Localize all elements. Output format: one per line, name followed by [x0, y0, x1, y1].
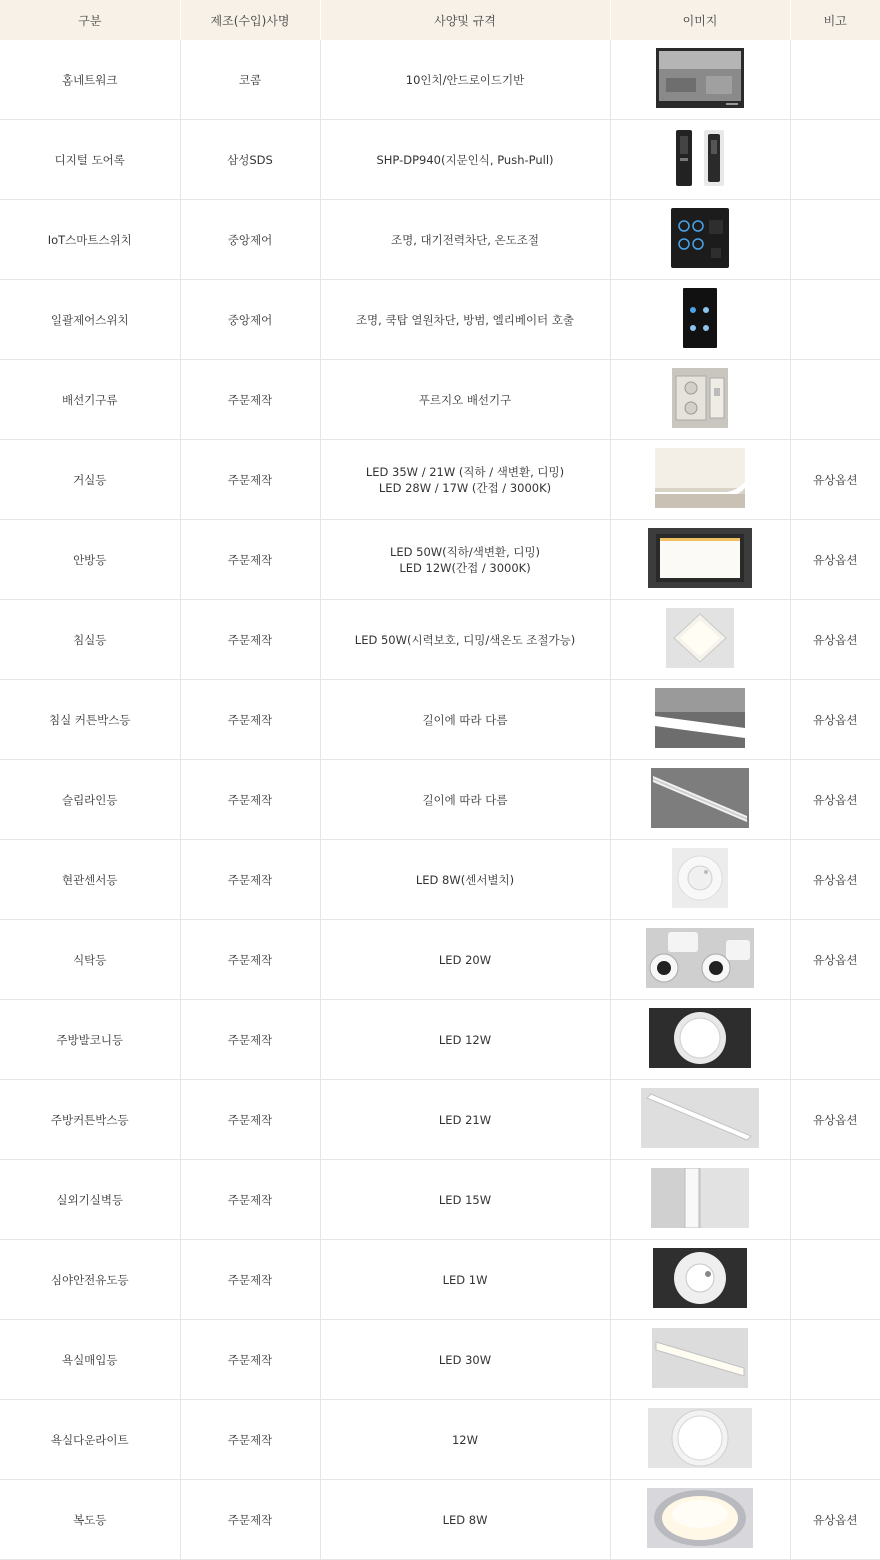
cell-category: 침실 커튼박스등 [0, 680, 180, 760]
spec-line: LED 8W(센서별치) [415, 872, 515, 887]
cell-image [610, 360, 790, 440]
cell-note [790, 40, 880, 120]
cell-spec [320, 920, 610, 1000]
cell-category: 주방발코니등 [0, 1000, 180, 1080]
cell-spec [320, 1400, 610, 1480]
cell-image [610, 1320, 790, 1400]
spec-line: LED 1W [442, 1272, 488, 1287]
home-network-panel-image [656, 48, 744, 112]
cell-image [610, 1080, 790, 1160]
cell-note: 유상옵션 [790, 760, 880, 840]
cell-category: 식탁등 [0, 920, 180, 1000]
cell-image [610, 1000, 790, 1080]
cell-category: 욕실매입등 [0, 1320, 180, 1400]
cell-category: 심야안전유도등 [0, 1240, 180, 1320]
kitchen-curtain-box-light-image [641, 1088, 759, 1152]
outdoor-unit-room-wall-light-image [651, 1168, 749, 1232]
cell-maker: 주문제작 [180, 760, 320, 840]
spec-line: LED 15W [438, 1192, 492, 1207]
cell-maker: 주문제작 [180, 1160, 320, 1240]
cell-category: IoT스마트스위치 [0, 200, 180, 280]
cell-image [610, 200, 790, 280]
bathroom-downlight-image [648, 1408, 752, 1472]
cell-category: 침실등 [0, 600, 180, 680]
cell-note [790, 360, 880, 440]
table-row [0, 1080, 880, 1160]
cell-category: 슬림라인등 [0, 760, 180, 840]
cell-image [610, 1160, 790, 1240]
cell-note [790, 280, 880, 360]
cell-category: 안방등 [0, 520, 180, 600]
table-row [0, 1160, 880, 1240]
bedroom-light-image [666, 608, 734, 672]
table-row [0, 1240, 880, 1320]
digital-door-lock-image [672, 128, 728, 192]
table-row [0, 760, 880, 840]
spec-line: LED 30W [438, 1352, 492, 1367]
cell-image [610, 280, 790, 360]
living-room-light-image [655, 448, 745, 512]
spec-line: 12W [451, 1432, 478, 1447]
cell-spec [320, 120, 610, 200]
cell-maker: 주문제작 [180, 1480, 320, 1560]
cell-spec [320, 1160, 610, 1240]
header-note: 비고 [790, 0, 880, 40]
cell-category: 욕실다운라이트 [0, 1400, 180, 1480]
spec-line: 조명, 쿡탑 열원차단, 방범, 엘리베이터 호출 [355, 312, 575, 327]
cell-category: 현관센서등 [0, 840, 180, 920]
cell-image [610, 440, 790, 520]
table-row [0, 1320, 880, 1400]
cell-image [610, 1400, 790, 1480]
cell-maker: 중앙제어 [180, 200, 320, 280]
cell-note: 유상옵션 [790, 840, 880, 920]
cell-maker: 주문제작 [180, 440, 320, 520]
spec-line: SHP-DP940(지문인식, Push-Pull) [376, 152, 554, 167]
table-row [0, 1400, 880, 1480]
cell-category: 거실등 [0, 440, 180, 520]
table-row [0, 440, 880, 520]
cell-note: 유상옵션 [790, 1480, 880, 1560]
cell-spec [320, 760, 610, 840]
cell-category: 디지털 도어록 [0, 120, 180, 200]
cell-category: 주방커튼박스등 [0, 1080, 180, 1160]
spec-line: 길이에 따라 다름 [422, 792, 508, 807]
cell-image [610, 920, 790, 1000]
cell-maker: 주문제작 [180, 360, 320, 440]
iot-smart-switch-image [671, 208, 729, 272]
cell-maker: 주문제작 [180, 1080, 320, 1160]
cell-category: 일괄제어스위치 [0, 280, 180, 360]
table-row [0, 680, 880, 760]
table-row [0, 840, 880, 920]
cell-note [790, 200, 880, 280]
spec-line: LED 50W(시력보호, 디밍/색온도 조절가능) [354, 632, 576, 647]
entrance-sensor-light-image [672, 848, 728, 912]
cell-image [610, 600, 790, 680]
table-row [0, 200, 880, 280]
cell-category: 실외기실벽등 [0, 1160, 180, 1240]
cell-spec [320, 680, 610, 760]
cell-spec [320, 1080, 610, 1160]
cell-note: 유상옵션 [790, 440, 880, 520]
cell-image [610, 1240, 790, 1320]
cell-image [610, 1480, 790, 1560]
spec-line: 푸르지오 배선기구 [418, 392, 512, 407]
cell-maker: 주문제작 [180, 600, 320, 680]
cell-spec [320, 40, 610, 120]
header-category: 구분 [0, 0, 180, 40]
cell-note: 유상옵션 [790, 520, 880, 600]
cell-maker: 주문제작 [180, 520, 320, 600]
cell-note [790, 1400, 880, 1480]
master-bedroom-light-image [648, 528, 752, 592]
spec-line: LED 28W / 17W (간접 / 3000K) [378, 480, 552, 495]
cell-spec [320, 1320, 610, 1400]
spec-line: 10인치/안드로이드기반 [405, 72, 525, 87]
table-row [0, 1480, 880, 1560]
table-row [0, 360, 880, 440]
cell-maker: 주문제작 [180, 1400, 320, 1480]
bedroom-curtain-box-light-image [655, 688, 745, 752]
header-image: 이미지 [610, 0, 790, 40]
spec-line: LED 20W [438, 952, 492, 967]
cell-image [610, 520, 790, 600]
cell-maker: 주문제작 [180, 920, 320, 1000]
cell-maker: 주문제작 [180, 1320, 320, 1400]
table-row [0, 120, 880, 200]
cell-spec [320, 1000, 610, 1080]
cell-maker: 주문제작 [180, 1000, 320, 1080]
cell-note [790, 120, 880, 200]
cell-maker: 주문제작 [180, 680, 320, 760]
header-spec: 사양및 규격 [320, 0, 610, 40]
cell-maker: 주문제작 [180, 1240, 320, 1320]
cell-note [790, 1320, 880, 1400]
dining-table-light-image [646, 928, 754, 992]
cell-image [610, 120, 790, 200]
cell-image [610, 840, 790, 920]
cell-image [610, 40, 790, 120]
cell-category: 홈네트워크 [0, 40, 180, 120]
cell-maker: 주문제작 [180, 840, 320, 920]
cell-image [610, 680, 790, 760]
spec-line: LED 35W / 21W (직하 / 색변환, 디밍) [365, 464, 565, 479]
cell-note: 유상옵션 [790, 920, 880, 1000]
cell-maker: 삼성SDS [180, 120, 320, 200]
cell-note [790, 1160, 880, 1240]
night-safety-guide-light-image [653, 1248, 747, 1312]
spec-line: 조명, 대기전력차단, 온도조절 [391, 232, 539, 247]
cell-image [610, 760, 790, 840]
master-control-switch-image [683, 288, 717, 352]
table-row [0, 1000, 880, 1080]
cell-spec [320, 520, 610, 600]
cell-maker: 중앙제어 [180, 280, 320, 360]
spec-line: LED 50W(직하/색변환, 디밍) [389, 544, 541, 559]
cell-spec [320, 280, 610, 360]
cell-spec [320, 1240, 610, 1320]
bathroom-recessed-light-image [652, 1328, 748, 1392]
table-row [0, 520, 880, 600]
cell-category: 배선기구류 [0, 360, 180, 440]
table-row [0, 40, 880, 120]
cell-category: 복도등 [0, 1480, 180, 1560]
cell-note: 유상옵션 [790, 680, 880, 760]
spec-line: LED 21W [438, 1112, 492, 1127]
table-row [0, 280, 880, 360]
spec-line: 길이에 따라 다름 [422, 712, 508, 727]
slim-line-light-image [651, 768, 749, 832]
spec-line: LED 8W [442, 1512, 488, 1527]
cell-note [790, 1000, 880, 1080]
cell-spec [320, 1480, 610, 1560]
wiring-device-image [672, 368, 728, 432]
cell-note: 유상옵션 [790, 1080, 880, 1160]
table-row [0, 600, 880, 680]
cell-spec [320, 200, 610, 280]
cell-spec [320, 360, 610, 440]
header-row [0, 0, 880, 40]
cell-spec [320, 440, 610, 520]
table-row [0, 920, 880, 1000]
spec-line: LED 12W(간접 / 3000K) [399, 560, 531, 575]
cell-maker: 코콤 [180, 40, 320, 120]
cell-spec [320, 840, 610, 920]
header-maker: 제조(수입)사명 [180, 0, 320, 40]
hallway-light-image [647, 1488, 753, 1552]
cell-note: 유상옵션 [790, 600, 880, 680]
cell-note [790, 1240, 880, 1320]
cell-spec [320, 600, 610, 680]
kitchen-balcony-light-image [649, 1008, 751, 1072]
spec-line: LED 12W [438, 1032, 492, 1047]
